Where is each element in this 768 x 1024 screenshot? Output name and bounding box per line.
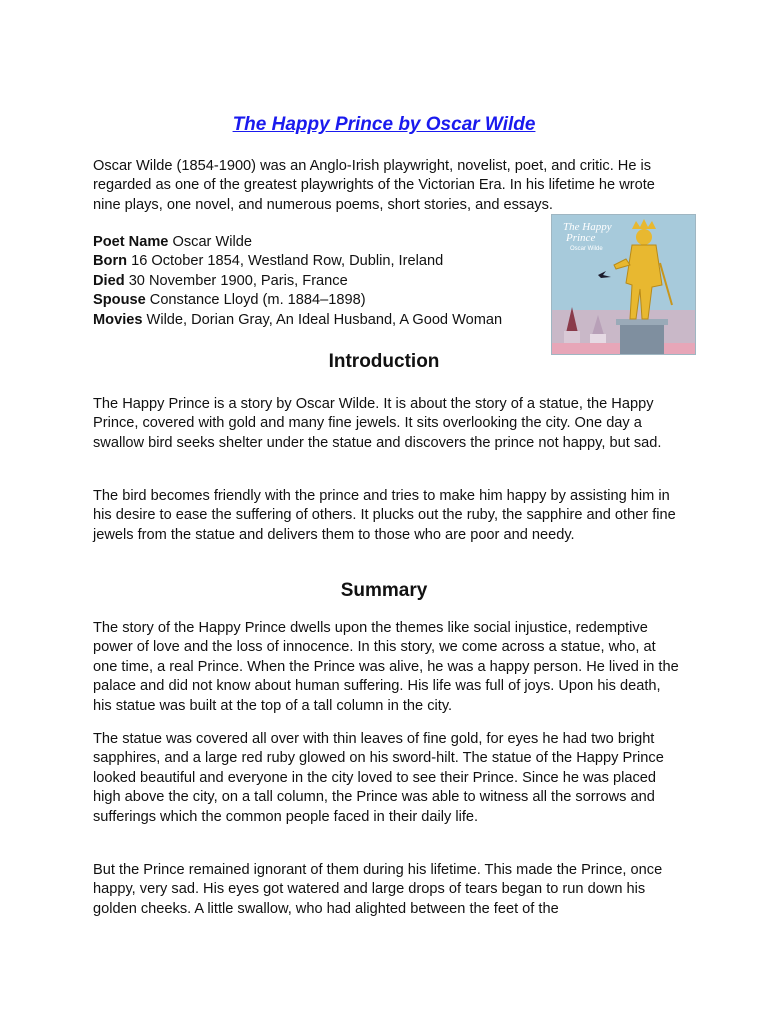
document-title[interactable]: The Happy Prince by Oscar Wilde bbox=[232, 114, 536, 135]
info-label: Movies bbox=[93, 311, 143, 328]
book-cover-illustration bbox=[552, 215, 695, 354]
summary-paragraph-1-block bbox=[93, 619, 683, 716]
info-value: 16 October 1854, Westland Row, Dublin, Ireland bbox=[131, 253, 444, 270]
summary-paragraph-3: But the Prince remained ignorant of them during his lifetime. This made the Prince, once happy, very sad. His eyes got watered and large drops of tears began to run down his golden cheeks. A little swallow, who had alighted between the feet of the bbox=[93, 862, 663, 917]
cover-author: Oscar Wilde bbox=[570, 246, 603, 252]
info-row-spouse bbox=[93, 291, 502, 310]
info-label: Poet Name bbox=[93, 234, 169, 250]
introduction-paragraph-2-block bbox=[93, 487, 683, 545]
section-heading-summary: Summary bbox=[340, 580, 428, 601]
info-value: Wilde, Dorian Gray, An Ideal Husband, A Good Woman bbox=[146, 311, 503, 328]
info-value: Oscar Wilde bbox=[172, 234, 252, 250]
info-row-died bbox=[93, 272, 502, 291]
author-info-list bbox=[93, 233, 502, 330]
cover-title-line1: The Happy bbox=[563, 221, 612, 233]
info-label: Spouse bbox=[93, 292, 146, 309]
introduction-paragraph-1-block bbox=[93, 395, 683, 453]
cover-title-line2: Prince bbox=[566, 232, 596, 244]
intro-paragraph: Oscar Wilde (1854-1900) was an Anglo-Irish playwright, novelist, poet, and critic. He is regarded as one of the greatest playwrights of the Victorian Era. In his lifetime he wrote nine plays, one novel, and numerous poems, short stories, and essays. bbox=[93, 158, 655, 213]
info-row-movies bbox=[93, 311, 502, 330]
info-label: Died bbox=[93, 272, 125, 289]
info-value: 30 November 1900, Paris, France bbox=[128, 272, 348, 289]
info-label: Born bbox=[93, 253, 128, 270]
summary-paragraph-2: The statue was covered all over with thin leaves of fine gold, for eyes he had two bright sapphires, and a large red ruby glowed on his sword-hilt. The statue of the Happy Prince looked beautiful and everyone in the city loved to see their Prince. Since he was placed high above the city, on a tall column, the Prince was able to witness all the sorrows and sufferings which the common people faced in their daily life. bbox=[93, 731, 664, 825]
introduction-paragraph-1: The Happy Prince is a story by Oscar Wilde. It is about the story of a statue, the Happy Prince, covered with gold and many fine jewels. It sits overlooking the city. One day a swallow bird seeks shelter under the statue and discovers the prince not happy, but sad. bbox=[93, 396, 662, 451]
info-value: Constance Lloyd (m. 1884–1898) bbox=[149, 292, 366, 309]
intro-paragraph-block bbox=[93, 157, 683, 215]
info-row-poet-name bbox=[93, 233, 502, 252]
summary-paragraph-1: The story of the Happy Prince dwells upon the themes like social injustice, redemptive power of love and the loss of innocence. In this story, we come across a statue, who, at one time, a real Prince. When the Prince was alive, he was a happy person. He lived in the palace and did not know about human suffering. His life was full of joys. Upon his death, his statue was built at the top of a tall column in the city. bbox=[93, 620, 679, 714]
section-heading-introduction: Introduction bbox=[328, 351, 440, 372]
info-row-born bbox=[93, 252, 502, 271]
summary-paragraph-3-block bbox=[93, 861, 683, 919]
introduction-paragraph-2: The bird becomes friendly with the prince and tries to make him happy by assisting him in his desire to ease the suffering of others. It plucks out the ruby, the sapphire and other fine jewels from the statue and delivers them to those who are poor and needy. bbox=[93, 488, 676, 543]
book-cover-image bbox=[551, 214, 696, 355]
summary-paragraph-2-block bbox=[93, 730, 683, 827]
